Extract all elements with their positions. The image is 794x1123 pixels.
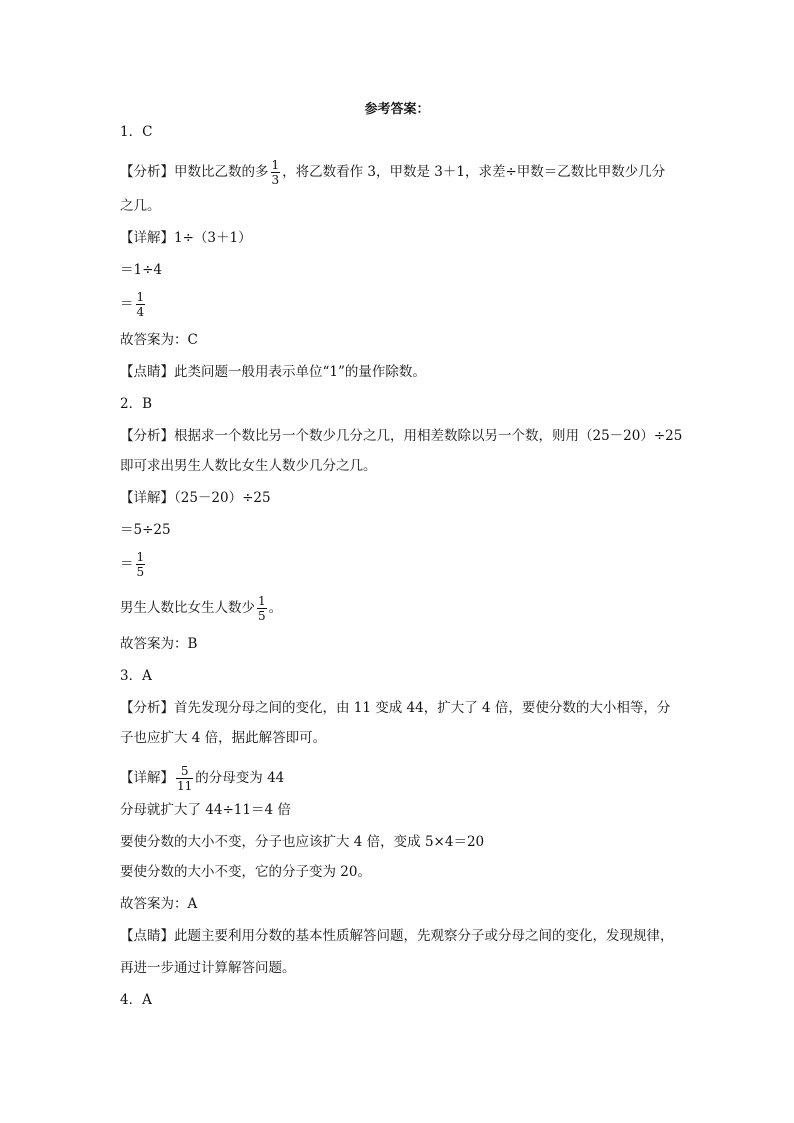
q2-detail-fraction xyxy=(136,550,146,579)
q3-tip-tag: 【点睛】 xyxy=(120,928,174,944)
q1-analysis-line2: 之几。 xyxy=(120,198,161,214)
q1-fraction-den: 3 xyxy=(271,173,280,187)
q1-analysis-text-b: ，将乙数看作 3，甲数是 3＋1，求差÷甲数＝乙数比甲数少几分 xyxy=(282,164,666,180)
q1-fraction-num: 1 xyxy=(271,158,280,172)
q1-detail-line3 xyxy=(120,290,147,319)
q2-detail-fraction-num: 1 xyxy=(136,550,145,564)
q3-tip-text-a: 此题主要利用分数的基本性质解答问题，先观察分子或分母之间的变化，发现规律， xyxy=(174,928,674,944)
q2-detail-text-1: （25－20）÷25 xyxy=(174,490,271,506)
q3-detail-line1 xyxy=(120,764,284,793)
q2-analysis-text-a: 根据求一个数比另一个数少几分之几，用相差数除以另一个数，则用（25－20）÷25 xyxy=(174,428,683,444)
q3-tip-line1 xyxy=(120,926,674,946)
q3-detail-fraction-den: 11 xyxy=(177,779,193,793)
q3-answer: 故答案为：A xyxy=(120,896,198,912)
q1-detail-line2: ＝1÷4 xyxy=(120,262,162,278)
page-title: 参考答案： xyxy=(364,102,430,117)
q1-tip xyxy=(120,362,426,382)
q2-conclusion-fraction-den: 5 xyxy=(258,609,266,623)
q1-detail-fraction-den: 4 xyxy=(136,305,145,319)
q1-detail-text-1: 1÷（3＋1） xyxy=(174,230,252,246)
q4-number: 4．A xyxy=(120,992,152,1008)
q2-number: 2．B xyxy=(120,396,153,412)
q1-detail-line1 xyxy=(120,228,252,248)
q3-detail-text-1: 的分母变为 44 xyxy=(195,770,285,786)
q2-conclusion-fraction-num: 1 xyxy=(258,594,266,608)
q1-number: 1．C xyxy=(120,124,153,140)
q1-detail-tag: 【详解】 xyxy=(120,230,174,246)
q3-analysis-line2: 子也应扩大 4 倍，据此解答即可。 xyxy=(120,730,327,746)
q2-detail-line3 xyxy=(120,550,147,579)
q1-answer: 故答案为：C xyxy=(120,332,198,348)
q3-analysis-line1 xyxy=(120,698,670,718)
q1-detail-fraction-num: 1 xyxy=(136,290,145,304)
q1-analysis-line1 xyxy=(120,158,665,187)
q2-detail-line2: ＝5÷25 xyxy=(120,522,171,538)
q3-detail-line2: 分母就扩大了 44÷11＝4 倍 xyxy=(120,802,291,818)
q1-detail-fraction xyxy=(136,290,146,319)
q1-fraction xyxy=(271,158,281,187)
q3-detail-line3: 要使分数的大小不变，分子也应该扩大 4 倍，变成 5×4＝20 xyxy=(120,834,485,850)
q3-detail-fraction-num: 5 xyxy=(176,764,193,779)
q1-analysis-tag: 【分析】 xyxy=(120,164,174,180)
q2-conclusion-text-b: 。 xyxy=(268,600,283,616)
q2-conclusion xyxy=(120,594,282,623)
q1-detail-eq: ＝ xyxy=(120,296,134,312)
q2-analysis-line2: 即可求出男生人数比女生人数少几分之几。 xyxy=(120,458,377,474)
q2-detail-line1 xyxy=(120,488,271,508)
q2-detail-eq: ＝ xyxy=(120,556,134,572)
q3-detail-fraction xyxy=(176,764,193,793)
q2-conclusion-fraction xyxy=(257,594,267,623)
q2-analysis-line1 xyxy=(120,426,682,446)
q3-detail-line4: 要使分数的大小不变，它的分子变为 20。 xyxy=(120,864,371,880)
q2-conclusion-text-a: 男生人数比女生人数少 xyxy=(120,600,255,616)
q2-answer: 故答案为：B xyxy=(120,636,198,652)
q2-analysis-tag: 【分析】 xyxy=(120,428,174,444)
q1-analysis-text-a: 甲数比乙数的多 xyxy=(174,164,269,180)
q3-detail-tag: 【详解】 xyxy=(120,770,174,786)
q3-number: 3．A xyxy=(120,668,152,684)
q2-detail-fraction-den: 5 xyxy=(136,565,145,579)
q1-tip-text: 此类问题一般用表示单位“1”的量作除数。 xyxy=(174,364,426,380)
q3-tip-line2: 再进一步通过计算解答问题。 xyxy=(120,960,296,976)
q1-tip-tag: 【点睛】 xyxy=(120,364,174,380)
q2-detail-tag: 【详解】 xyxy=(120,490,174,506)
q3-analysis-text-a: 首先发现分母之间的变化，由 11 变成 44，扩大了 4 倍，要使分数的大小相等，分 xyxy=(174,700,671,716)
q3-analysis-tag: 【分析】 xyxy=(120,700,174,716)
